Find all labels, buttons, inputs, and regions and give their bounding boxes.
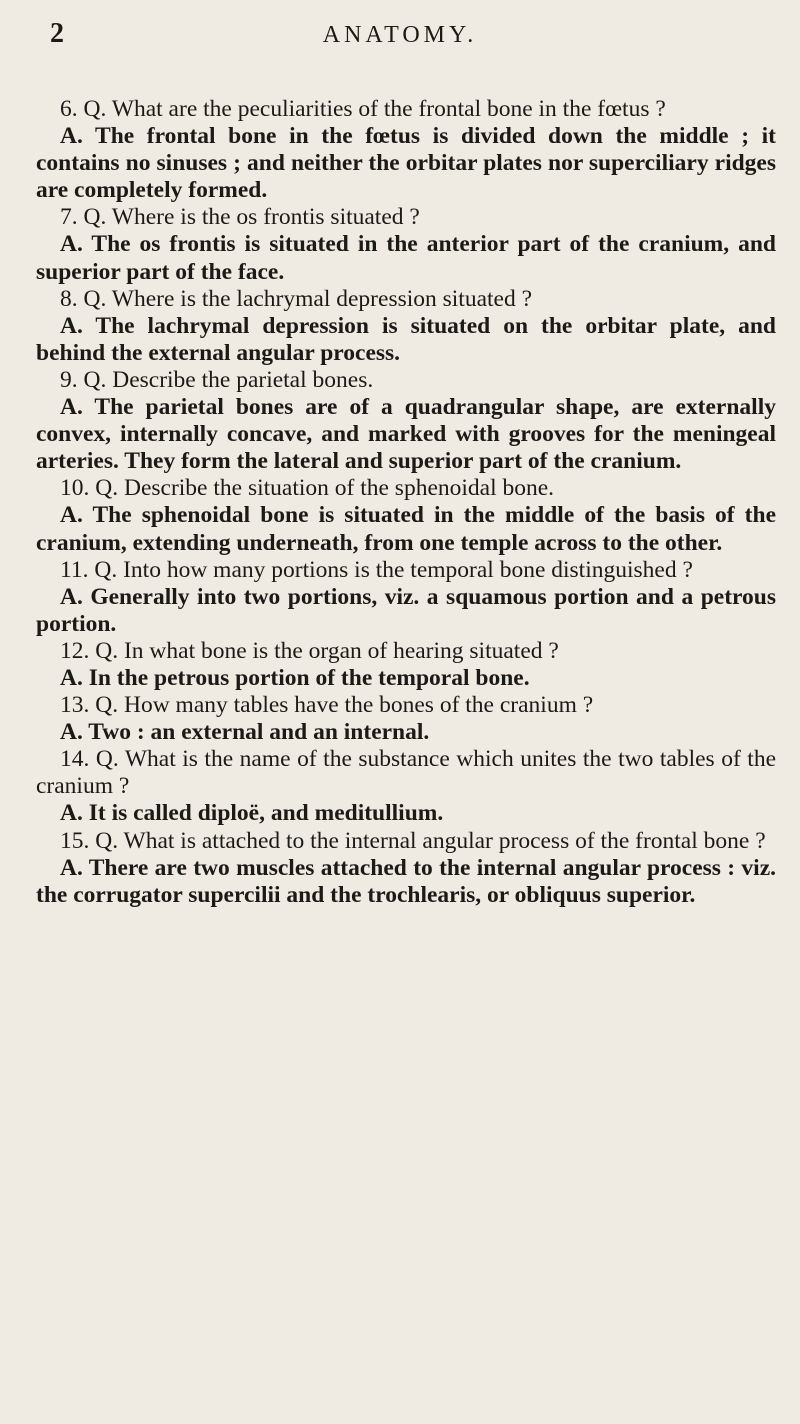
answer: A. The os frontis is situated in the anterior part of the cranium, and superior part of the face. (36, 231, 776, 285)
page-number: 2 (50, 18, 64, 49)
answer: A. It is called diploë, and meditullium. (60, 800, 444, 827)
answer: A. In the petrous portion of the temporal bone. (60, 664, 530, 691)
question: 14. Q. What is the name of the substance which unites the two tables of the cranium ? (36, 746, 776, 800)
page-header (0, 0, 800, 60)
qa-entry (36, 828, 776, 909)
answer: A. Generally into two portions, viz. a squamous portion and a petrous portion. (36, 583, 776, 637)
question: 13. Q. How many tables have the bones of the cranium ? (60, 692, 594, 719)
answer: A. There are two muscles attached to the internal angular process : viz. the corrugator supercilii and the trochlearis, or obliquus superior. (36, 854, 776, 908)
running-head: ANATOMY. (322, 22, 478, 48)
answer: A. The frontal bone in the fœtus is divided down the middle ; it contains no sinuses ; and neither the orbitar plates nor superciliary ridges are completely formed. (36, 123, 776, 204)
qa-entry (36, 204, 776, 285)
page-body (36, 96, 776, 909)
answer: A. The parietal bones are of a quadrangular shape, are externally convex, internally concave, and marked with grooves for the meningeal arteries. They form the lateral and superior part of the cranium. (36, 394, 776, 475)
answer: A. The sphenoidal bone is situated in the middle of the basis of the cranium, extending underneath, from one temple across to the other. (36, 502, 776, 556)
answer: A. Two : an external and an internal. (60, 719, 430, 746)
qa-entry (36, 692, 776, 746)
question: 12. Q. In what bone is the organ of hearing situated ? (60, 637, 559, 664)
question: 6. Q. What are the peculiarities of the frontal bone in the fœtus ? (60, 96, 666, 122)
qa-entry (36, 286, 776, 367)
qa-entry (36, 367, 776, 475)
question: 8. Q. Where is the lachrymal depression situated ? (60, 285, 533, 312)
answer: A. The lachrymal depression is situated on the orbitar plate, and behind the external angular process. (36, 312, 776, 366)
question: 11. Q. Into how many portions is the temporal bone distinguished ? (60, 556, 693, 583)
question: 9. Q. Describe the parietal bones. (60, 366, 374, 393)
qa-entry (36, 557, 776, 638)
qa-entry (36, 96, 776, 204)
question: 15. Q. What is attached to the internal angular process of the frontal bone ? (60, 827, 766, 854)
question: 7. Q. Where is the os frontis situated ? (60, 204, 420, 231)
qa-entry (36, 475, 776, 556)
question: 10. Q. Describe the situation of the sphenoidal bone. (60, 475, 555, 502)
qa-entry (36, 638, 776, 692)
qa-entry (36, 746, 776, 827)
